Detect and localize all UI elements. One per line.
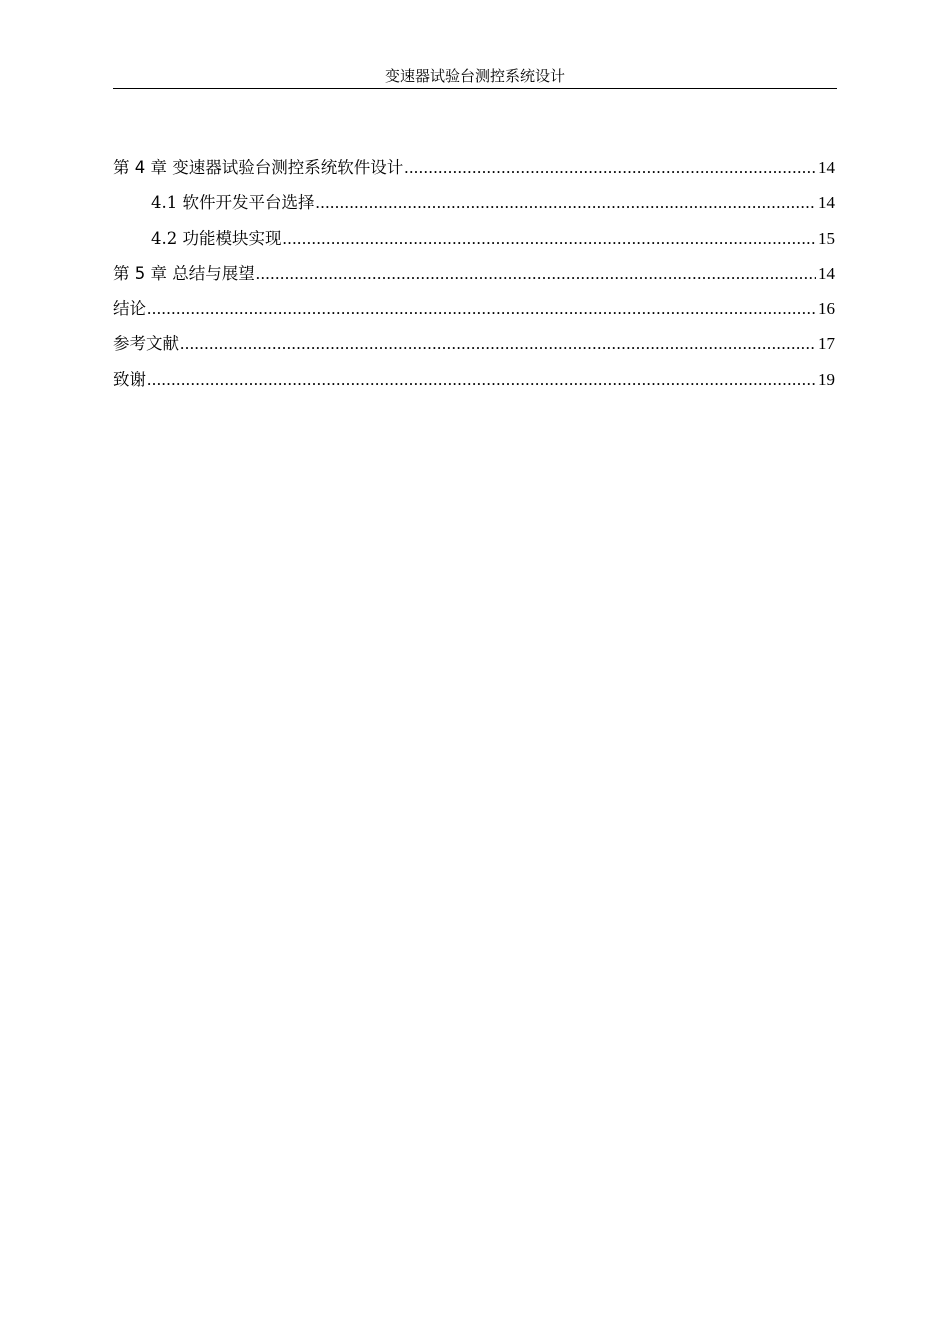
toc-entry-title: 参考文献 bbox=[113, 334, 179, 354]
toc-page-number: 14 bbox=[818, 193, 835, 213]
toc-page-number: 14 bbox=[818, 158, 835, 177]
toc-entry-title: 致谢 bbox=[113, 369, 146, 389]
toc-entry-section-4-2[interactable] bbox=[113, 221, 835, 256]
toc-dot-leader bbox=[256, 256, 816, 291]
toc-dot-leader bbox=[147, 291, 816, 326]
toc-entry-title: 第 5 章 总结与展望 bbox=[113, 263, 255, 283]
toc-entry-references[interactable] bbox=[113, 326, 835, 361]
toc-dot-leader bbox=[283, 221, 817, 256]
toc-page-number: 17 bbox=[818, 334, 835, 354]
toc-dot-leader bbox=[404, 150, 816, 185]
toc-entry-chapter-4[interactable] bbox=[113, 150, 835, 185]
toc-entry-acknowledgements[interactable] bbox=[113, 362, 835, 397]
toc-page-number: 15 bbox=[818, 228, 835, 248]
toc-dot-leader bbox=[147, 362, 816, 397]
header-rule bbox=[113, 88, 837, 89]
toc-dot-leader bbox=[316, 185, 817, 220]
toc-entry-chapter-5[interactable] bbox=[113, 256, 835, 291]
toc-entry-title: 第 4 章 变速器试验台测控系统软件设计 bbox=[113, 158, 404, 177]
running-header: 变速器试验台测控系统设计 bbox=[384, 69, 565, 85]
toc-entry-title: 4.1 软件开发平台选择 bbox=[151, 193, 315, 213]
toc-entry-title: 4.2 功能模块实现 bbox=[151, 228, 282, 248]
toc-entry-conclusion[interactable] bbox=[113, 291, 835, 326]
toc-entry-title: 结论 bbox=[113, 299, 146, 319]
toc-page-number: 19 bbox=[818, 369, 835, 389]
toc-page-number: 16 bbox=[818, 299, 835, 319]
toc-dot-leader bbox=[180, 326, 816, 361]
table-of-contents bbox=[113, 150, 835, 397]
toc-entry-section-4-1[interactable] bbox=[113, 185, 835, 220]
toc-page-number: 14 bbox=[818, 263, 835, 283]
